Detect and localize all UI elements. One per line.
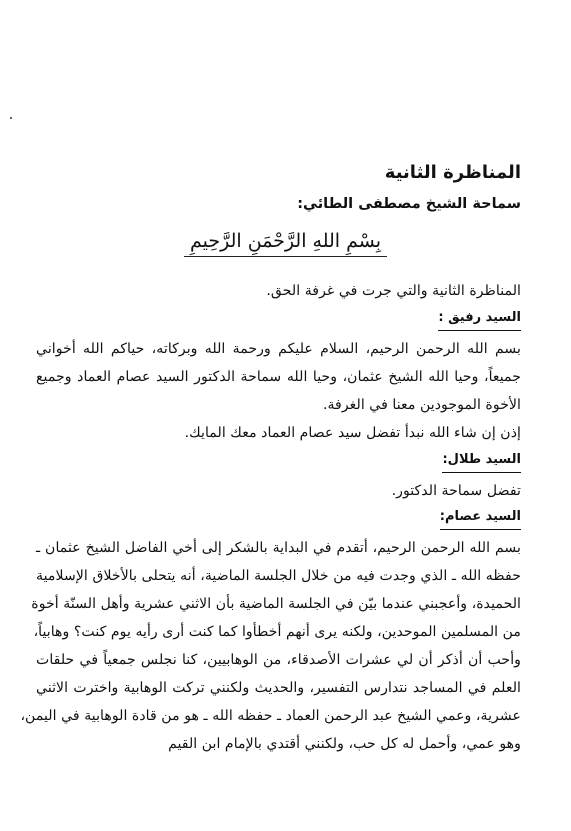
speaker-issam-label	[36, 506, 521, 530]
speaker-rafiq-label	[36, 307, 521, 331]
rafiq-line: الأخوة الموجودين معنا في الغرفة.	[322, 397, 521, 413]
speaker-talal-label	[36, 449, 521, 473]
issam-line: عشرية، وعمي الشيخ عبد الرحمن العماد ـ حفظه الله ـ هو من قادة الوهابية في اليمن،	[20, 708, 521, 724]
page-speck	[10, 117, 12, 119]
issam-line: وأحب أن أذكر أن لي عشرات الأصدقاء، من الوهابيين، كنا نجلس جمعياً في حلقات	[36, 652, 521, 668]
talal-line: تفضل سماحة الدكتور.	[391, 483, 521, 499]
issam-line: من المسلمين الموحدين، ولكنه يرى أنهم أخطأوا كما كنت أرى رأيه يوم كنت؟ وهابياً،	[33, 624, 521, 640]
intro-line: المناظرة الثانية والتي جرت في غرفة الحق.	[266, 283, 521, 299]
issam-line: بسم الله الرحمن الرحيم، أتقدم في البداية بالشكر إلى أخي الفاضل الشيخ عثمان ـ	[36, 540, 521, 556]
speaker-issam-name: السيد عصام:	[440, 506, 521, 530]
speaker-rafiq-name: السيد رفيق :	[438, 307, 521, 331]
issam-line: وهو عمي، وأحمل له كل حب، ولكنني أقتدي بالإمام ابن القيم	[168, 736, 521, 752]
issam-line: العلم في المساجد نتدارس التفسير، والحديث ولكنني تركت الوهابية واخترت الاثني	[36, 680, 521, 696]
basmala-heading	[0, 228, 571, 257]
rafiq-line: جميعاً، وحيا الله الشيخ عثمان، وحيا الله سماحة الدكتور السيد عصام العماد وجميع	[36, 369, 521, 385]
issam-line: الحميدة، وأعجبني عندما بيّن في الجلسة الماضية بأن الاثني عشرية وأهل السنّة أخوة	[31, 596, 521, 612]
basmala-text: بِسْمِ اللهِ الرَّحْمَنِ الرَّحِيمِ	[184, 228, 387, 257]
rafiq-line: إذن إن شاء الله نبدأ تفضل سيد عصام العماد معك المايك.	[184, 425, 521, 441]
speaker-talal-name: السيد طلال:	[442, 449, 521, 473]
page-subtitle: سماحة الشيخ مصطفى الطائي:	[297, 196, 521, 212]
rafiq-line: بسم الله الرحمن الرحيم، السلام عليكم ورحمة الله وبركاته، حياكم الله أخواني	[36, 341, 521, 357]
page-title: المناظرة الثانية	[384, 162, 521, 183]
issam-line: حفظه الله ـ الذي وجدت فيه من خلال الجلسة الماضية، أنه يتحلى بالأخلاق الإسلامية	[36, 568, 521, 584]
